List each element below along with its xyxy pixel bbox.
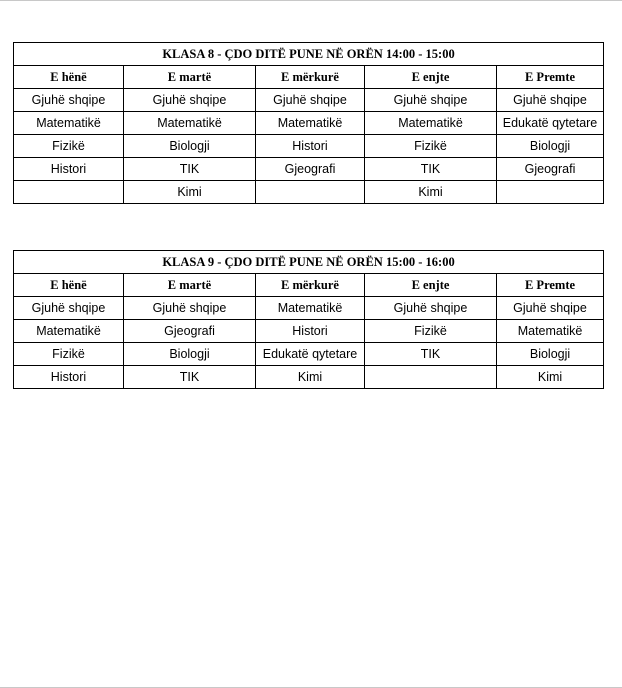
day-header: E hënë bbox=[14, 274, 124, 297]
table-row bbox=[14, 366, 604, 389]
subject-cell: Fizikë bbox=[14, 135, 124, 158]
subject-cell bbox=[497, 181, 604, 204]
day-header: E martë bbox=[124, 274, 256, 297]
subject-cell: Gjuhë shqipe bbox=[497, 297, 604, 320]
subject-cell: TIK bbox=[365, 158, 497, 181]
subject-cell: Biologji bbox=[124, 135, 256, 158]
day-header: E Premte bbox=[497, 66, 604, 89]
table-row bbox=[14, 343, 604, 366]
subject-cell: Kimi bbox=[497, 366, 604, 389]
subject-cell: Gjuhë shqipe bbox=[14, 89, 124, 112]
subject-cell: Kimi bbox=[124, 181, 256, 204]
subject-cell: Biologji bbox=[124, 343, 256, 366]
subject-cell: Histori bbox=[256, 320, 365, 343]
subject-cell: Gjuhë shqipe bbox=[124, 297, 256, 320]
subject-cell bbox=[365, 366, 497, 389]
subject-cell: Gjuhë shqipe bbox=[14, 297, 124, 320]
schedule-table-klasa-9 bbox=[13, 250, 604, 389]
subject-cell: Edukatë qytetare bbox=[256, 343, 365, 366]
subject-cell: Matematikë bbox=[256, 112, 365, 135]
subject-cell: Edukatë qytetare bbox=[497, 112, 604, 135]
day-header-row bbox=[14, 66, 604, 89]
subject-cell: Fizikë bbox=[365, 320, 497, 343]
subject-cell: Gjuhë shqipe bbox=[256, 89, 365, 112]
day-header-row bbox=[14, 274, 604, 297]
subject-cell: Fizikë bbox=[365, 135, 497, 158]
day-header: E mërkurë bbox=[256, 66, 365, 89]
subject-cell: Gjeografi bbox=[497, 158, 604, 181]
subject-cell bbox=[14, 181, 124, 204]
subject-cell: Fizikë bbox=[14, 343, 124, 366]
day-header: E martë bbox=[124, 66, 256, 89]
schedule-table-klasa-8 bbox=[13, 42, 604, 204]
subject-cell: Biologji bbox=[497, 343, 604, 366]
subject-cell bbox=[256, 181, 365, 204]
subject-cell: Matematikë bbox=[14, 320, 124, 343]
table-title: KLASA 8 - ÇDO DITË PUNE NË ORËN 14:00 - 15:00 bbox=[14, 43, 604, 66]
subject-cell: Histori bbox=[14, 366, 124, 389]
subject-cell: Matematikë bbox=[365, 112, 497, 135]
table-row bbox=[14, 89, 604, 112]
table-row bbox=[14, 158, 604, 181]
subject-cell: Gjuhë shqipe bbox=[365, 89, 497, 112]
subject-cell: Kimi bbox=[365, 181, 497, 204]
table-row bbox=[14, 135, 604, 158]
page-top-border bbox=[0, 0, 622, 1]
day-header: E hënë bbox=[14, 66, 124, 89]
subject-cell: Gjeografi bbox=[256, 158, 365, 181]
subject-cell: TIK bbox=[124, 158, 256, 181]
subject-cell: TIK bbox=[365, 343, 497, 366]
subject-cell: Biologji bbox=[497, 135, 604, 158]
table-row bbox=[14, 297, 604, 320]
table-title-row bbox=[14, 43, 604, 66]
subject-cell: Histori bbox=[256, 135, 365, 158]
subject-cell: Gjuhë shqipe bbox=[365, 297, 497, 320]
subject-cell: Gjeografi bbox=[124, 320, 256, 343]
subject-cell: Gjuhë shqipe bbox=[124, 89, 256, 112]
subject-cell: Matematikë bbox=[256, 297, 365, 320]
table-row bbox=[14, 181, 604, 204]
table-row bbox=[14, 112, 604, 135]
subject-cell: Kimi bbox=[256, 366, 365, 389]
table-title-row bbox=[14, 251, 604, 274]
subject-cell: Matematikë bbox=[124, 112, 256, 135]
subject-cell: Histori bbox=[14, 158, 124, 181]
subject-cell: Gjuhë shqipe bbox=[497, 89, 604, 112]
subject-cell: Matematikë bbox=[14, 112, 124, 135]
day-header: E enjte bbox=[365, 274, 497, 297]
day-header: E Premte bbox=[497, 274, 604, 297]
table-row bbox=[14, 320, 604, 343]
day-header: E mërkurë bbox=[256, 274, 365, 297]
table-title: KLASA 9 - ÇDO DITË PUNE NË ORËN 15:00 - 16:00 bbox=[14, 251, 604, 274]
day-header: E enjte bbox=[365, 66, 497, 89]
subject-cell: Matematikë bbox=[497, 320, 604, 343]
subject-cell: TIK bbox=[124, 366, 256, 389]
